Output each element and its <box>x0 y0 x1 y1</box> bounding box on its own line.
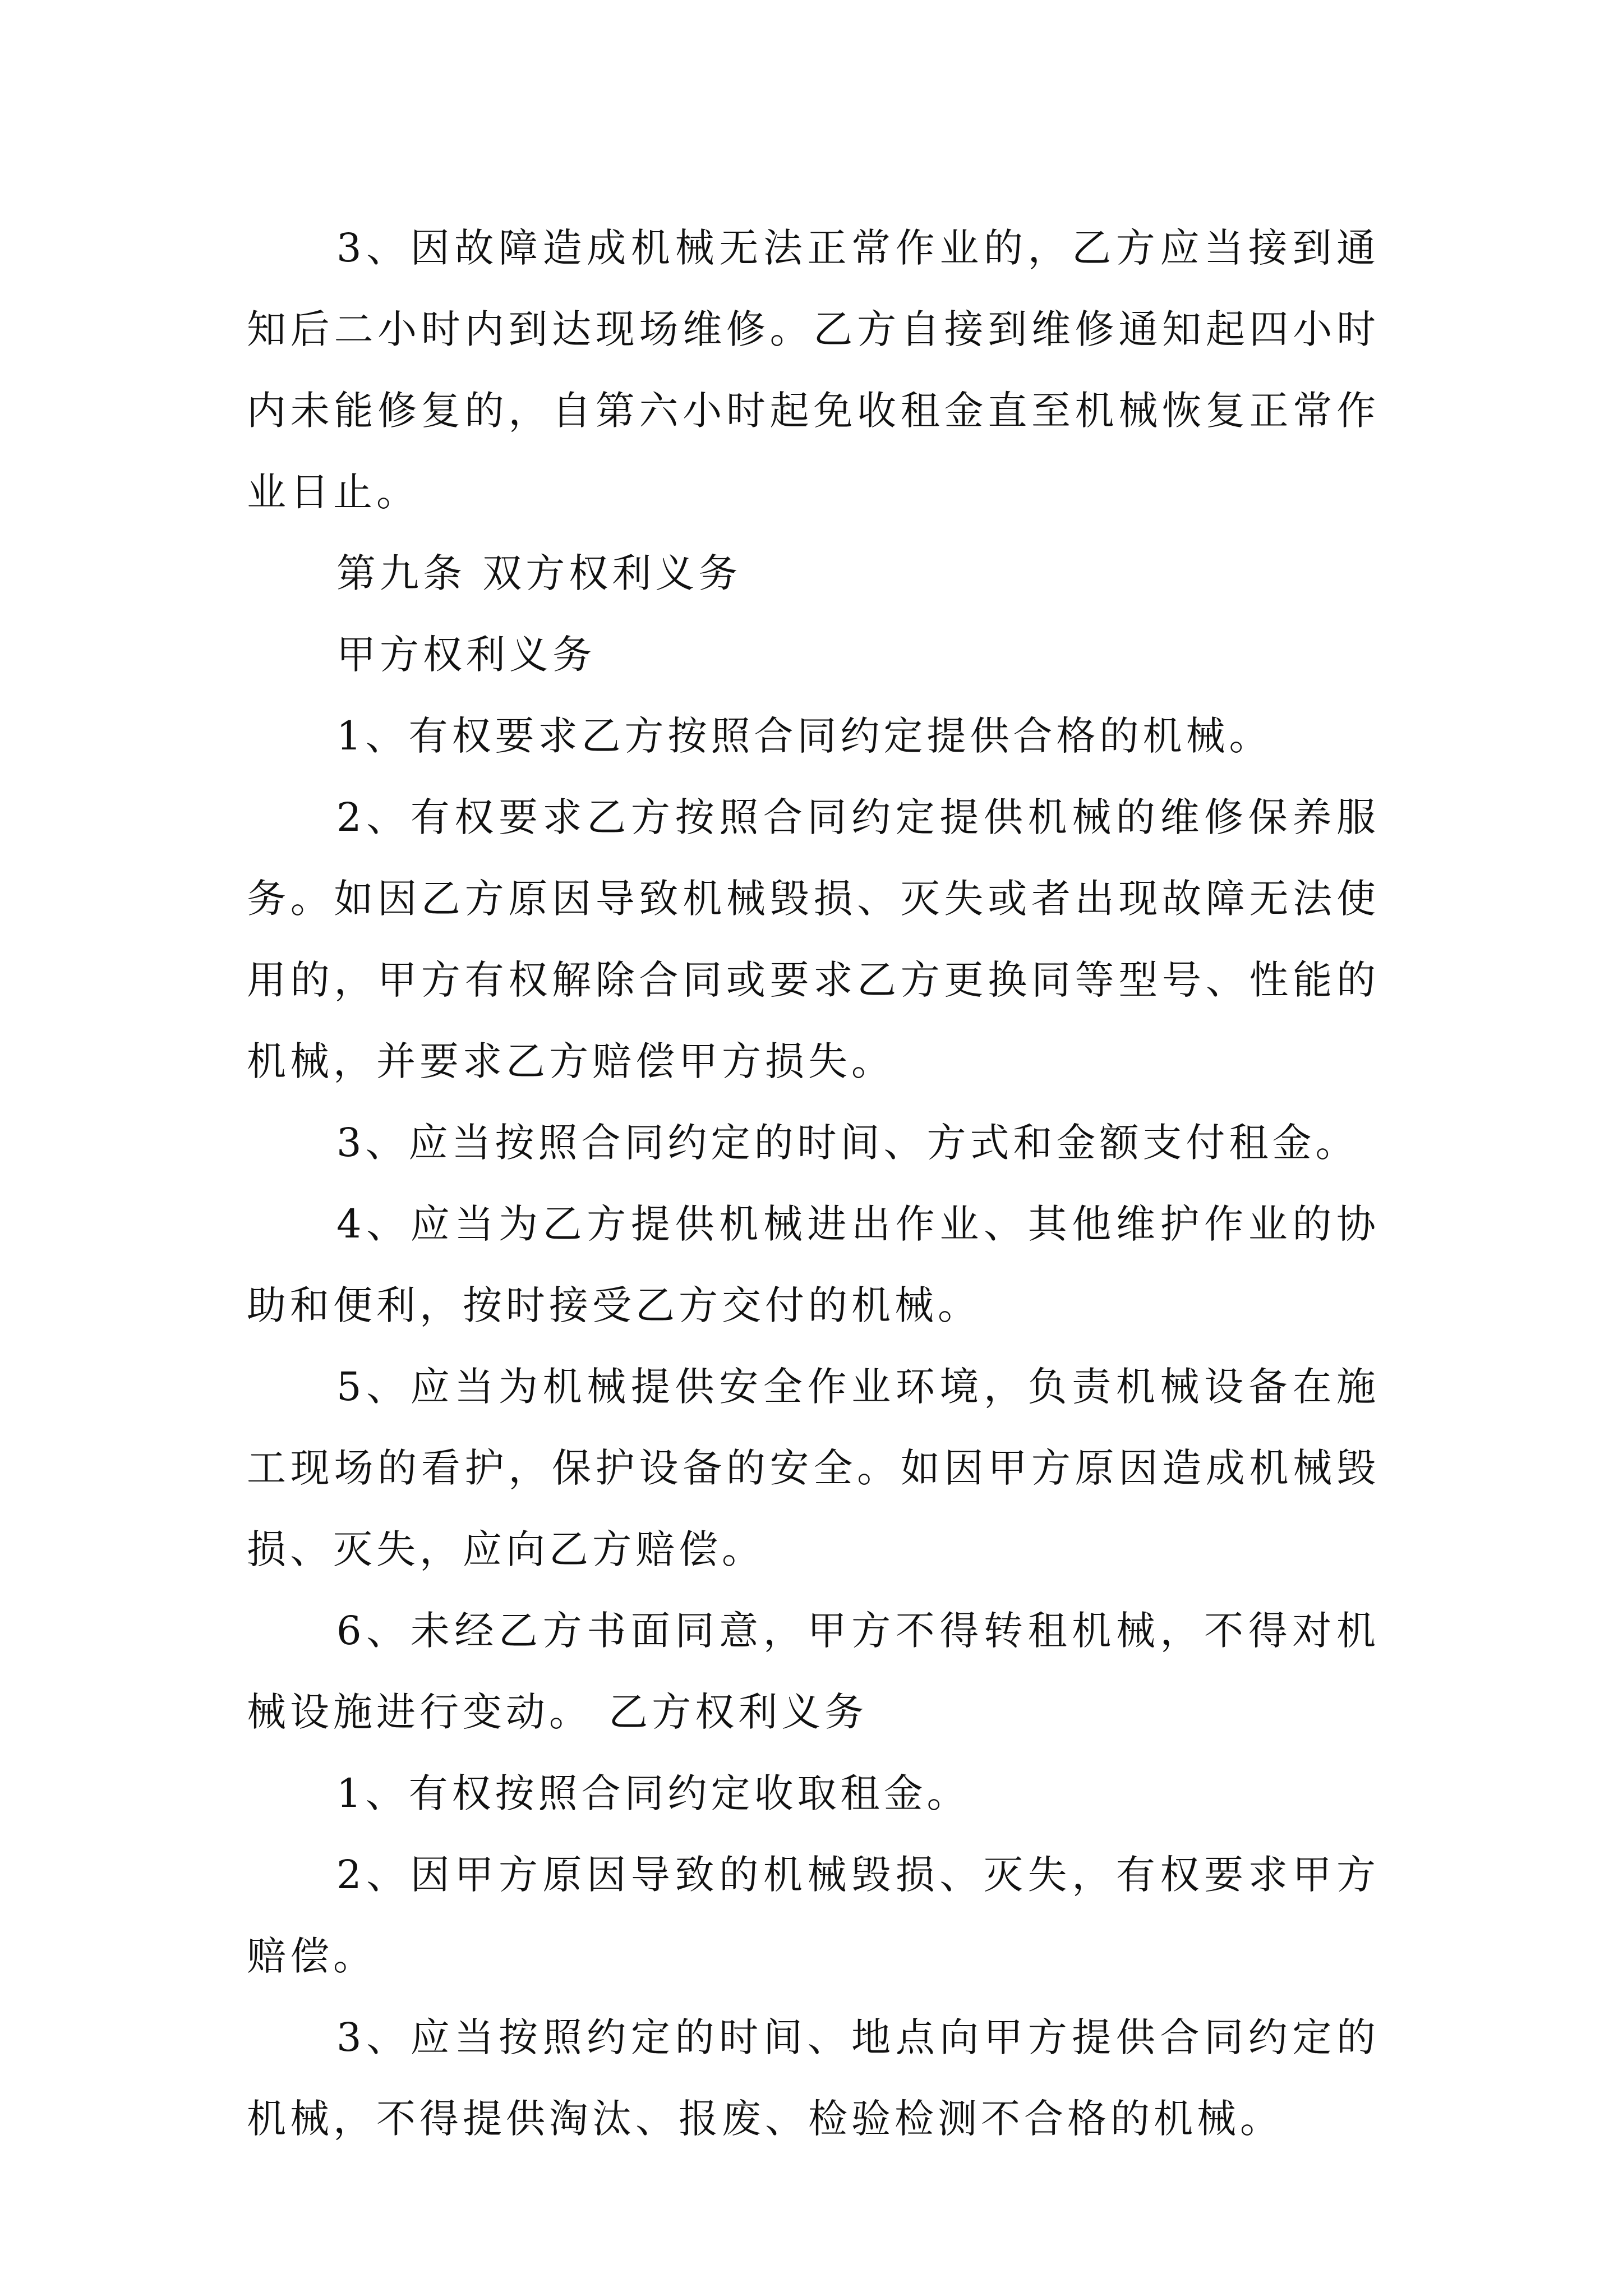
paragraph-party-a-item-1: 1、有权要求乙方按照合同约定提供合格的机械。 <box>336 713 1272 759</box>
paragraph-party-a-item-4: 4、应当为乙方提供机械进出作业、其他维护作业的协助和便利，按时接受乙方交付的机械。 <box>247 1201 1380 1328</box>
paragraph-party-b-item-1: 1、有权按照合同约定收取租金。 <box>336 1770 970 1816</box>
paragraph-repair-obligation: 3、因故障造成机械无法正常作业的，乙方应当接到通知后二小时内到达现场维修。乙方自接到维修通知起四小时内未能修复的，自第六小时起免收租金直至机械恢复正常作业日止。 <box>247 225 1380 515</box>
paragraph-party-a-item-2: 2、有权要求乙方按照合同约定提供机械的维修保养服务。如因乙方原因导致机械毁损、灭失或者出现故障无法使用的，甲方有权解除合同或要求乙方更换同等型号、性能的机械，并要求乙方赔偿甲方损失。 <box>247 794 1380 1084</box>
paragraph-party-b-item-3: 3、应当按照约定的时间、地点向甲方提供合同约定的机械，不得提供淘汰、报废、检验检测不合格的机械。 <box>247 2014 1380 2142</box>
paragraph-party-b-item-2: 2、因甲方原因导致的机械毁损、灭失，有权要求甲方赔偿。 <box>247 1852 1380 1979</box>
document-body <box>247 208 1380 2160</box>
subheading-party-a-rights: 甲方权利义务 <box>336 632 596 678</box>
paragraph-party-a-item-6: 6、未经乙方书面同意，甲方不得转租机械，不得对机械设施进行变动。 乙方权利义务 <box>247 1608 1380 1735</box>
paragraph-party-a-item-3: 3、应当按照合同约定的时间、方式和金额支付租金。 <box>336 1120 1359 1166</box>
section-heading-article-nine: 第九条 双方权利义务 <box>336 550 742 596</box>
paragraph-party-a-item-5: 5、应当为机械提供安全作业环境，负责机械设备在施工现场的看护，保护设备的安全。如因甲方原因造成机械毁损、灭失，应向乙方赔偿。 <box>247 1364 1380 1572</box>
